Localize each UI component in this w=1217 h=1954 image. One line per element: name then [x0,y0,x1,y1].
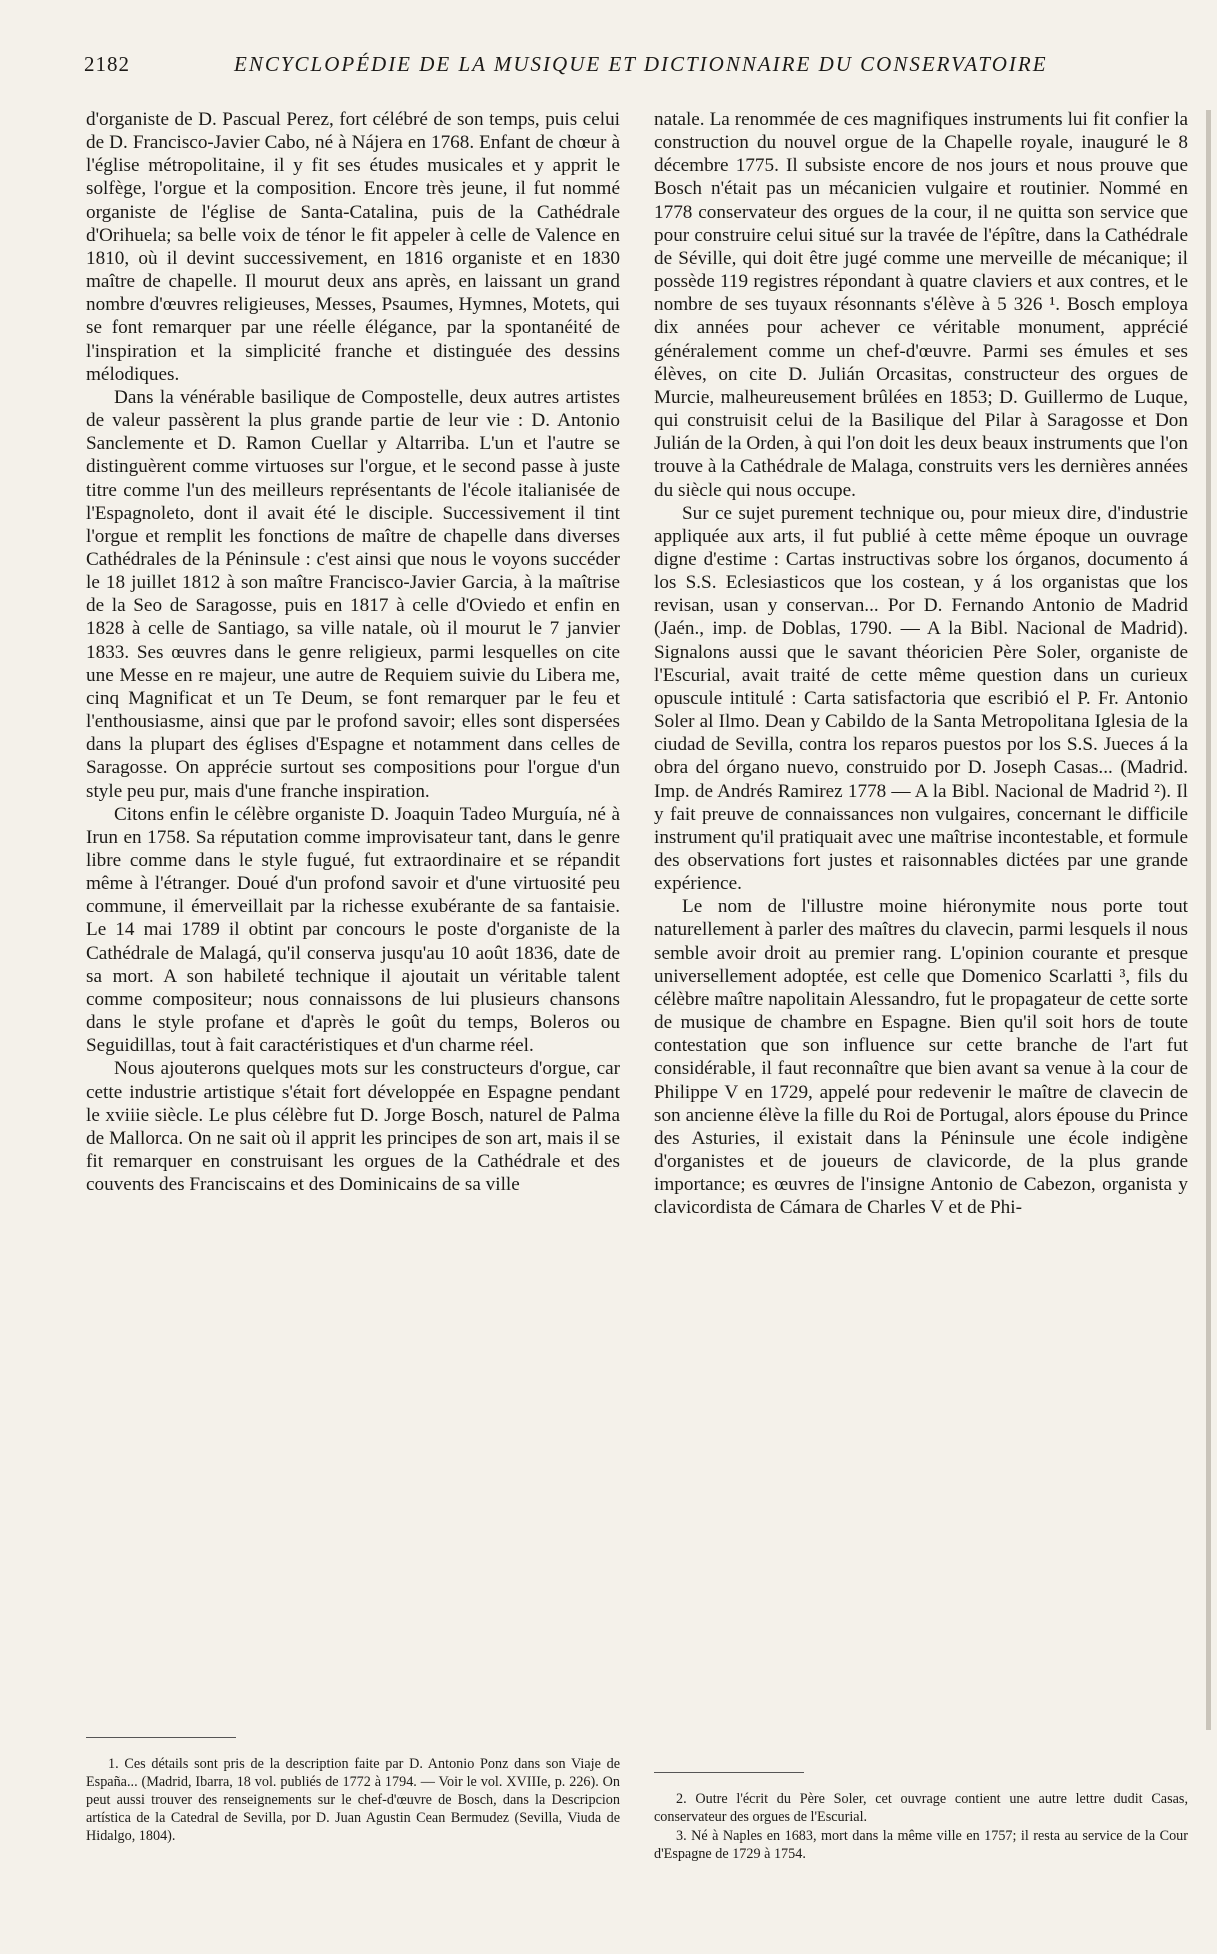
footnote: 3. Né à Naples en 1683, mort dans la même ville en 1757; il resta au service de la Cour d'Espagne de 1729 à 1754. [654,1828,1188,1862]
right-column [654,108,1188,1220]
left-column [86,108,620,1196]
footnote: 1. Ces détails sont pris de la description faite par D. Antonio Ponz dans son Viaje de España... (Madrid, Ibarra, 18 vol. publiés de 1772 à 1794. — Voir le vol. XVIIIe, p. 226). On peut aussi trouver des renseignements sur le chef-d'œuvre de Bosch, dans la Descripcion artística de la Catedral de Sevilla, por D. Juan Agustin Cean Bermudez (Sevilla, Viuda de Hidalgo, 1804). [86,1756,620,1844]
page-header [84,52,1184,82]
paragraph: Sur ce sujet purement technique ou, pour mieux dire, d'industrie appliquée aux arts, il fut publié à cette même époque un ouvrage digne d'estime : Cartas instructivas sobre los órganos, documento á los S.S. Eclesiasticos que los costean, y á los organistas que los revisan, usan y conservan... Por D. Fernando Antonio de Madrid (Jaén., imp. de Doblas, 1790. — A la Bibl. Nacional de Madrid). Signalons aussi que le savant théoricien Père Soler, organiste de l'Escurial, avait traité de cette même question dans un curieux opuscule intitulé : Carta satisfactoria que escribió el P. Fr. Antonio Soler al Ilmo. Dean y Cabildo de la Santa Metropolitana Iglesia de la ciudad de Sevilla, contra los reparos puestos por los S.S. Jueces á la obra del órgano nuevo, construido por D. Joseph Casas... (Madrid. Imp. de Andrés Ramirez 1778 — A la Bibl. Nacional de Madrid ²). Il y fait preuve de connaissances non vulgaires, concernant le difficile instrument qu'il pratiquait avec une maîtrise incontestable, et formule des observations fort justes et raisonnables dictées par une grande expérience. [654,502,1188,895]
running-title: ENCYCLOPÉDIE DE LA MUSIQUE ET DICTIONNAIRE DU CONSERVATOIRE [234,52,1048,76]
paragraph: Citons enfin le célèbre organiste D. Joaquin Tadeo Murguía, né à Irun en 1758. Sa réputation comme improvisateur tant, dans le genre libre comme dans le style fugué, fut extraordinaire et se répandit même à l'étranger. Doué d'un profond savoir et d'une virtuosité peu commune, il émerveillait par la richesse exubérante de sa fantaisie. Le 14 mai 1789 il obtint par concours le poste d'organiste de la Cathédrale de Malagá, qu'il conserva jusqu'au 10 août 1836, date de sa mort. A son habileté technique il ajoutait un véritable talent comme compositeur; nous connaissons de lui plusieurs chansons dans le style profane et d'après le goût du temps, Boleros ou Seguidillas, tout à fait caractéristiques et d'un charme réel. [86,803,620,1057]
footnote-divider [86,1737,236,1738]
paragraph: natale. La renommée de ces magnifiques instruments lui fit confier la construction du nouvel orgue de la Chapelle royale, inauguré le 8 décembre 1775. Il subsiste encore de nos jours et nous prouve que Bosch n'était pas un mécanicien vulgaire et routinier. Nommé en 1778 conservateur des orgues de la cour, il ne quitta son service que pour construire celui situé sur la travée de l'épître, dans la Cathédrale de Séville, qui doit être jugé comme une merveille de mécanique; il possède 119 registres répondant à quatre claviers et aux contres, et le nombre de ses tuyaux résonnants s'élève à 5 326 ¹. Bosch employa dix années pour achever ce véritable monument, apprécié généralement comme un chef-d'œuvre. Parmi ses émules et ses élèves, on cite D. Julián Orcasitas, constructeur des orgues de Murcie, malheureusement brûlées en 1853; D. Guillermo de Luque, qui construisit celui de la Basilique del Pilar à Saragosse et Don Julián de la Orden, à qui l'on doit les deux beaux instruments que l'on trouve à la Cathédrale de Malaga, construits vers les dernières années du siècle qui nous occupe. [654,109,1188,501]
footnote-divider [654,1772,804,1773]
footnote: 2. Outre l'écrit du Père Soler, cet ouvrage contient une autre lettre dudit Casas, conservateur des orgues de l'Escurial. [654,1791,1188,1825]
paragraph: Dans la vénérable basilique de Compostelle, deux autres artistes de valeur passèrent la plus grande partie de leur vie : D. Antonio Sanclemente et D. Ramon Cuellar y Altarriba. L'un et l'autre se distinguèrent comme virtuoses sur l'orgue, et le second passe à juste titre comme l'un des meilleurs représentants de l'école italianisée de l'Espagnoleto, dont il avait été le disciple. Successivement il tint l'orgue et remplit les fonctions de maître de chapelle dans diverses Cathédrales de la Péninsule : c'est ainsi que nous le voyons succéder le 18 juillet 1812 à son maître Francisco-Javier Garcia, à la maîtrise de la Seo de Saragosse, puis en 1817 à celle d'Oviedo et enfin en 1828 à celle de Santiago, sa ville natale, où il mourut le 7 janvier 1833. Ses œuvres dans le genre religieux, parmi lesquelles on cite une Messe en re majeur, une autre de Requiem suivie du Libera me, cinq Magnificat et un Te Deum, se font remarquer par le feu et l'enthousiasme, ainsi que par le profond savoir; elles sont dispersées dans la plupart des églises d'Espagne et notamment dans celles de Saragosse. On apprécie surtout ses compositions pour l'orgue d'un style peu pur, mais d'une franche inspiration. [86,386,620,802]
paragraph: Nous ajouterons quelques mots sur les constructeurs d'orgue, car cette industrie artistique s'était fort développée en Espagne pendant le xviiie siècle. Le plus célèbre fut D. Jorge Bosch, naturel de Palma de Mallorca. On ne sait où il apprit les principes de son art, mais il se fit remarquer en construisant les orgues de la Cathédrale et des couvents des Franciscains et des Dominicains de sa ville [86,1058,620,1196]
page-edge [1206,110,1211,1730]
page-number: 2182 [84,52,130,76]
paragraph: Le nom de l'illustre moine hiéronymite nous porte tout naturellement à parler des maîtres du clavecin, parmi lesquels il nous semble avoir droit au premier rang. L'opinion courante et presque universellement adoptée, est celle que Domenico Scarlatti ³, fils du célèbre maître napolitain Alessandro, fut le propagateur de cette sorte de musique de chambre en Espagne. Bien qu'il soit hors de toute contestation que son influence sur cette branche de l'art fut considérable, il faut reconnaître que bien avant sa venue à la cour de Philippe V en 1729, appelé pour redevenir le maître de clavecin de son ancienne élève la fille du Roi de Portugal, alors épouse du Prince des Asturies, il existait dans la Péninsule une école indigène d'organistes et de joueurs de clavicorde, de la plus grande importance; es œuvres de l'insigne Antonio de Cabezon, organista y clavicordista de Cámara de Charles V et de Phi- [654,896,1188,1219]
paragraph: d'organiste de D. Pascual Perez, fort célébré de son temps, puis celui de D. Francisco-Javier Cabo, né à Nájera en 1768. Enfant de chœur à l'église métropolitaine, il y fit ses études musicales et y apprit le solfège, l'orgue et la composition. Encore très jeune, il fut nommé organiste de l'église de Santa-Catalina, puis de la Cathédrale d'Orihuela; sa belle voix de ténor le fit appeler à celle de Valence en 1810, où il devint successivement, en 1816 organiste et en 1830 maître de chapelle. Il mourut deux ans après, en laissant un grand nombre d'œuvres religieuses, Messes, Psaumes, Hymnes, Motets, qui se font remarquer par une réelle élégance, par la spontanéité de l'inspiration et la simplicité franche et distinguée des dessins mélodiques. [86,109,620,385]
footnotes-left [86,1755,620,1846]
footnotes-right [654,1790,1188,1864]
